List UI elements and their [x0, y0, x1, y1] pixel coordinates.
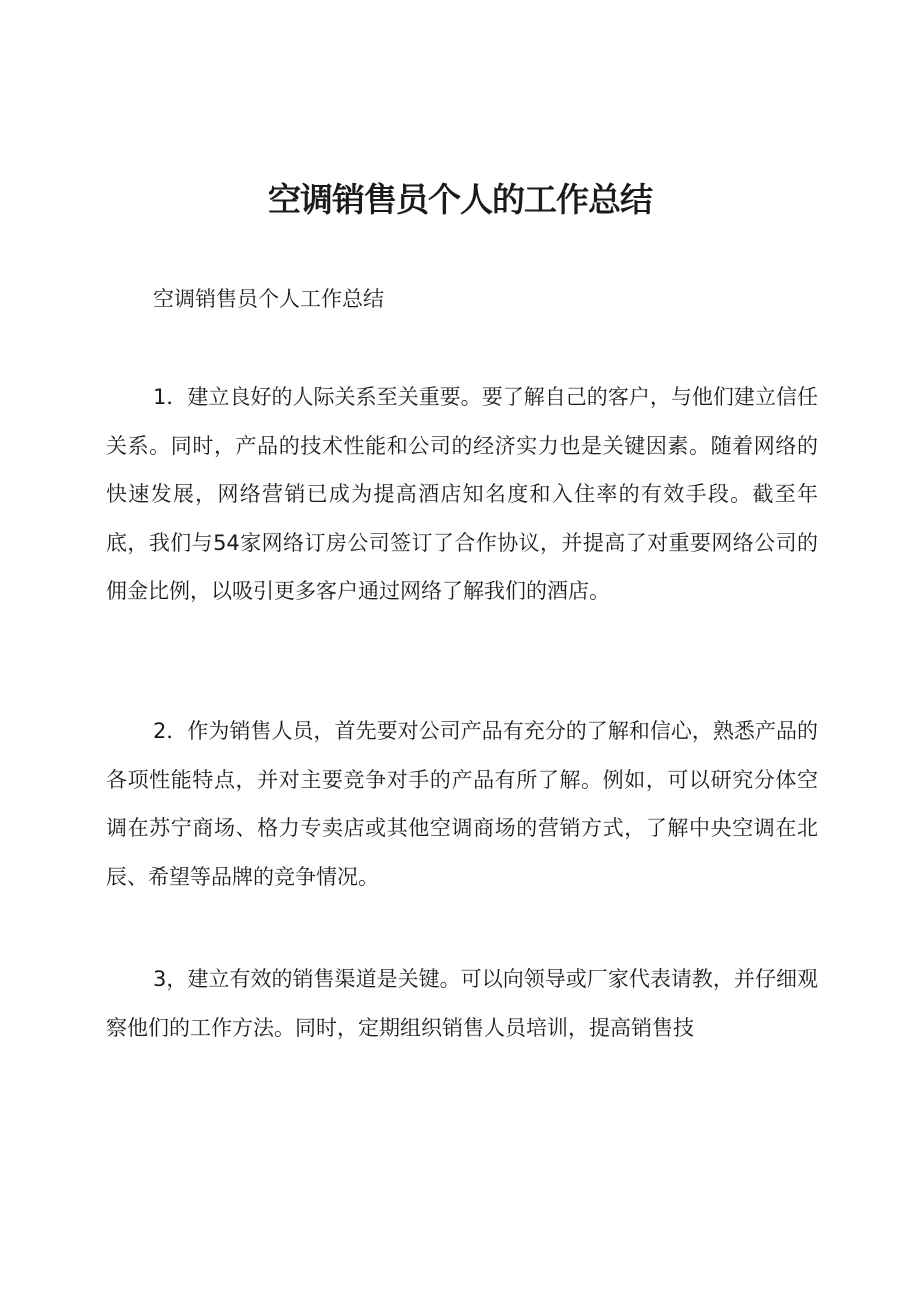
- document-title: 空调销售员个人的工作总结: [268, 180, 652, 219]
- paragraph-2: 2．作为销售人员，首先要对公司产品有充分的了解和信心，熟悉产品的各项性能特点，并对主要竞争对手的产品有所了解。例如，可以研究分体空调在苏宁商场、格力专卖店或其他空调商场的营销方式，了解中央空调在北辰、希望等品牌的竞争情况。: [106, 719, 818, 889]
- paragraph-3: 3，建立有效的销售渠道是关键。可以向领导或厂家代表请教，并仔细观察他们的工作方法。同时，定期组织销售人员培训，提高销售技: [106, 967, 818, 1040]
- paragraph-1: 1．建立良好的人际关系至关重要。要了解自己的客户，与他们建立信任关系。同时，产品的技术性能和公司的经济实力也是关键因素。随着网络的快速发展，网络营销已成为提高酒店知名度和入住率的有效手段。截至年底，我们与54家网络订房公司签订了合作协议，并提高了对重要网络公司的佣金比例，以吸引更多客户通过网络了解我们的酒店。: [106, 385, 818, 603]
- document-subtitle: 空调销售员个人工作总结: [153, 287, 384, 311]
